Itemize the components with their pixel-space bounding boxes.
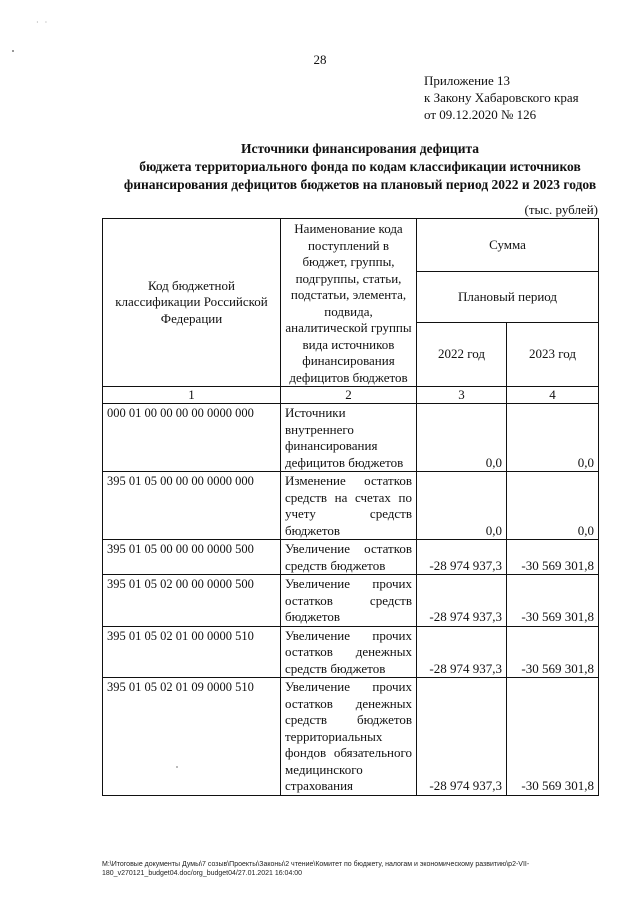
column-number: 1 [103, 387, 281, 404]
row-code: 395 01 05 02 01 09 0000 510 [103, 678, 281, 796]
row-value-2023: 0,0 [507, 404, 599, 472]
header-code: Код бюджетной классификации Российской Федерации [103, 219, 281, 387]
header-name: Наименование кода поступлений в бюджет, группы, подгруппы, статьи, подстатьи, элемента, подвида, аналитической группы вида источников финансирования дефицитов бюджетов [281, 219, 417, 387]
row-code: 395 01 05 00 00 00 0000 000 [103, 472, 281, 540]
table-row [103, 678, 599, 796]
row-name: Изменение остатков средств на счетах по учету средств бюджетов [281, 472, 417, 540]
row-name: Увеличение прочих остатков денежных средств бюджетов [281, 626, 417, 678]
title-line: бюджета территориального фонда по кодам классификации источников [139, 159, 581, 174]
table-row [103, 575, 599, 627]
appendix-line: от 09.12.2020 № 126 [424, 107, 537, 122]
column-number: 3 [417, 387, 507, 404]
appendix-line: Приложение 13 [424, 73, 511, 88]
column-number: 2 [281, 387, 417, 404]
header-period: Плановый период [417, 272, 599, 323]
title-line: финансирования дефицитов бюджетов на плановый период 2022 и 2023 годов [123, 177, 597, 192]
row-name: Источники внутреннего финансирования дефицитов бюджетов [281, 404, 417, 472]
financing-sources-table [102, 218, 599, 796]
column-number: 4 [507, 387, 599, 404]
row-code: 395 01 05 00 00 00 0000 500 [103, 540, 281, 575]
row-value-2022: -28 974 937,3 [417, 626, 507, 678]
title-line: Источники финансирования дефицита [240, 141, 480, 156]
row-value-2023: -30 569 301,8 [507, 626, 599, 678]
appendix-line: к Закону Хабаровского края [424, 90, 579, 105]
row-name: Увеличение прочих остатков денежных средств бюджетов территориальных фондов обязательного медицинского страхования [281, 678, 417, 796]
row-name: Увеличение остатков средств бюджетов [281, 540, 417, 575]
row-value-2023: -30 569 301,8 [507, 575, 599, 627]
table-row [103, 626, 599, 678]
header-year-2022: 2022 год [417, 323, 507, 387]
row-value-2022: 0,0 [417, 472, 507, 540]
row-code: 395 01 05 02 00 00 0000 500 [103, 575, 281, 627]
scan-specks: · · [36, 18, 50, 27]
row-value-2022: -28 974 937,3 [417, 678, 507, 796]
row-code: 395 01 05 02 01 00 0000 510 [103, 626, 281, 678]
row-code: 000 01 00 00 00 00 0000 000 [103, 404, 281, 472]
row-value-2022: -28 974 937,3 [417, 540, 507, 575]
column-numbers-row [103, 387, 599, 404]
row-value-2023: -30 569 301,8 [507, 678, 599, 796]
row-value-2022: 0,0 [417, 404, 507, 472]
row-value-2022: -28 974 937,3 [417, 575, 507, 627]
table-row [103, 404, 599, 472]
row-value-2023: -30 569 301,8 [507, 540, 599, 575]
unit-label: (тыс. рублей) [524, 202, 598, 217]
header-sum: Сумма [417, 219, 599, 272]
row-value-2023: 0,0 [507, 472, 599, 540]
row-name: Увеличение прочих остатков средств бюджетов [281, 575, 417, 627]
page-number: 28 [313, 52, 327, 67]
document-title [90, 140, 630, 194]
file-path-footer: M:\Итоговые документы Думы\7 созыв\Проекты\Законы\2 чтение\Комитет по бюджету, налогам и экономическому развитию\p2-VII-180_v270121_budget04.doc/org_budget04/27.01.2021 16:04:00 [102, 861, 530, 877]
table-row [103, 472, 599, 540]
table-row [103, 540, 599, 575]
appendix-note [424, 72, 579, 123]
header-year-2023: 2023 год [507, 323, 599, 387]
